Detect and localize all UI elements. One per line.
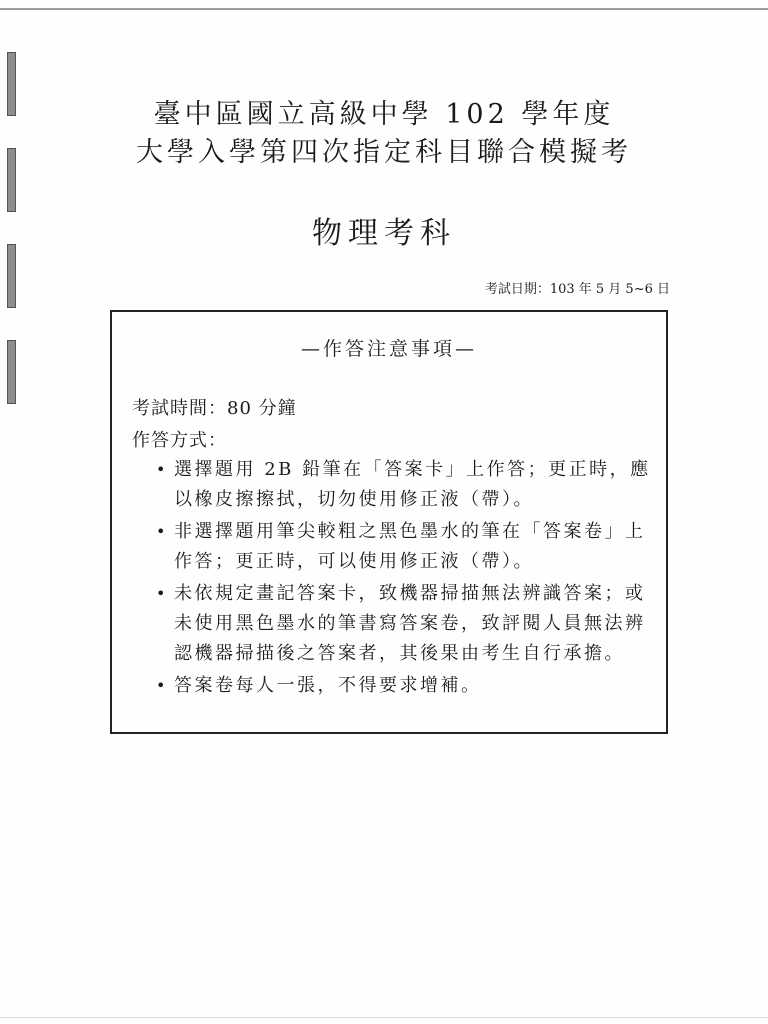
- bullet-icon: •: [156, 676, 168, 695]
- subject-title: 物理考科: [312, 216, 456, 251]
- binder-mark: [7, 340, 16, 404]
- notice-title: —作答注意事項—: [300, 338, 477, 360]
- list-item: [156, 517, 651, 577]
- list-item: [156, 455, 651, 515]
- notice-box: [110, 310, 668, 734]
- scan-edge-bottom: [0, 1017, 768, 1018]
- binder-mark: [7, 244, 16, 308]
- instruction-text: 答案卷每人一張，不得要求增補。: [174, 675, 482, 696]
- instruction-text: 未依規定畫記答案卡，致機器掃描無法辨識答案；或未使用黑色墨水的筆書寫答案卷，致評閱人員無法辨認機器掃描後之答案者，其後果由考生自行承擔。: [174, 583, 646, 664]
- instruction-text: 非選擇題用筆尖較粗之黑色墨水的筆在「答案卷」上作答；更正時，可以使用修正液（帶）。: [174, 521, 646, 572]
- exam-title-line2: 大學入學第四次指定科目聯合模擬考: [136, 137, 632, 168]
- bullet-icon: •: [156, 522, 168, 541]
- scan-edge-top: [0, 8, 768, 10]
- exam-date: 考試日期：103 年 5 月 5~6 日: [484, 282, 670, 297]
- answer-method-label: 作答方式：: [132, 430, 227, 451]
- list-item: [156, 671, 651, 701]
- exam-title-line1: 臺中區國立高級中學 102 學年度: [153, 99, 615, 130]
- bullet-icon: •: [156, 460, 168, 479]
- list-item: [156, 579, 651, 669]
- bullet-icon: •: [156, 584, 168, 603]
- exam-duration: 考試時間：80 分鐘: [132, 398, 297, 419]
- instruction-list: [156, 455, 651, 703]
- instruction-text: 選擇題用 2B 鉛筆在「答案卡」上作答；更正時，應以橡皮擦擦拭，切勿使用修正液（帶）。: [174, 459, 651, 510]
